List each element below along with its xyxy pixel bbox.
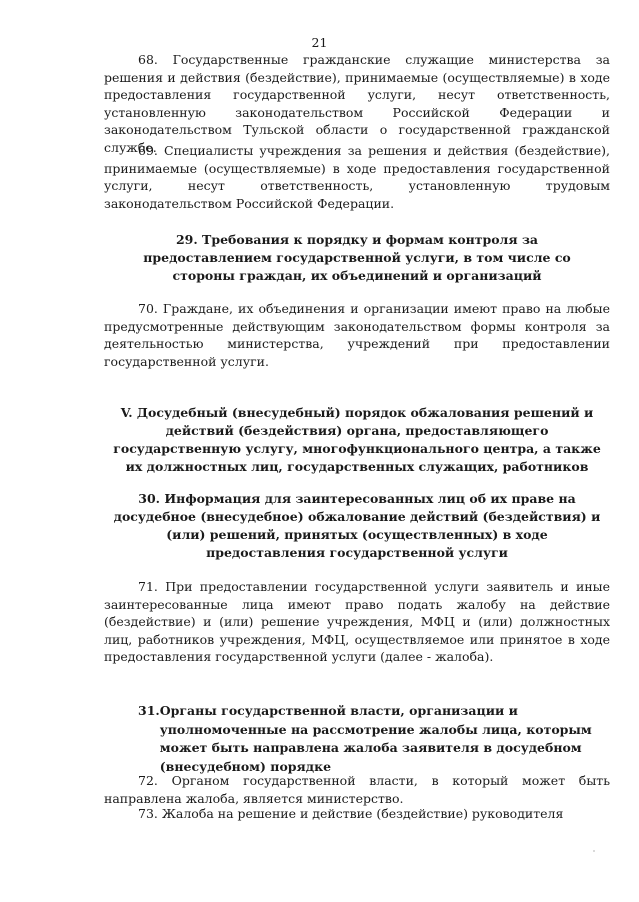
paragraph-69: 69. Специалисты учреждения за решения и действия (бездействие), принимаемые (осуществляемые) в ходе предоставления государственной услуги, несут ответственность, установленную трудовым законодательством Российской Федерации. — [104, 143, 610, 211]
heading-31-number: 31. — [138, 703, 160, 718]
scan-speck — [593, 850, 595, 852]
paragraph-73: 73. Жалоба на решение и действие (бездействие) руководителя — [138, 806, 564, 821]
heading-30: 30. Информация для заинтересованных лиц об их праве на досудебное (внесудебное) обжалование действий (бездействия) и (или) решений, принятых (осуществленных) в ходе предоставления государственной услуги — [113, 491, 601, 560]
heading-31-text: Органы государственной власти, организации и уполномоченные на рассмотрение жалобы лица, которым может быть направлена жалоба заявителя в досудебном (внесудебном) порядке — [159, 703, 592, 774]
heading-29: 29. Требования к порядку и формам контроля за предоставлением государственной услуги, в том числе со стороны граждан, их объединений и организаций — [143, 232, 571, 283]
paragraph-72: 72. Органом государственной власти, в который может быть направлена жалоба, является министерство. — [104, 773, 610, 806]
paragraph-70: 70. Граждане, их объединения и организации имеют право на любые предусмотренные действующим законодательством формы контроля за деятельностью министерства, учреждений при предоставлении государственной услуги. — [104, 301, 610, 369]
page-number: 21 — [311, 35, 328, 50]
heading-31 — [138, 702, 610, 776]
section-v-heading: V. Досудебный (внесудебный) порядок обжалования решений и действий (бездействия) органа, предоставляющего государственную услугу, многофункционального центра, а также их должностных лиц, государственных служащих, работников — [113, 405, 601, 474]
paragraph-71: 71. При предоставлении государственной услуги заявитель и иные заинтересованные лица имеют право подать жалобу на действие (бездействие) и (или) решение учреждения, МФЦ и (или) должностных лиц, работников учреждения, МФЦ, осуществляемое или принятое в ходе предоставления государственной услуги (далее - жалоба). — [104, 579, 610, 664]
paragraph-68: 68. Государственные гражданские служащие министерства за решения и действия (бездействие), принимаемые (осуществляемые) в ходе предоставления государственной услуги, несут ответственность, установленную законодательством Российской Федерации и законодательством Тульской области о государственной гражданской службе. — [104, 52, 610, 155]
